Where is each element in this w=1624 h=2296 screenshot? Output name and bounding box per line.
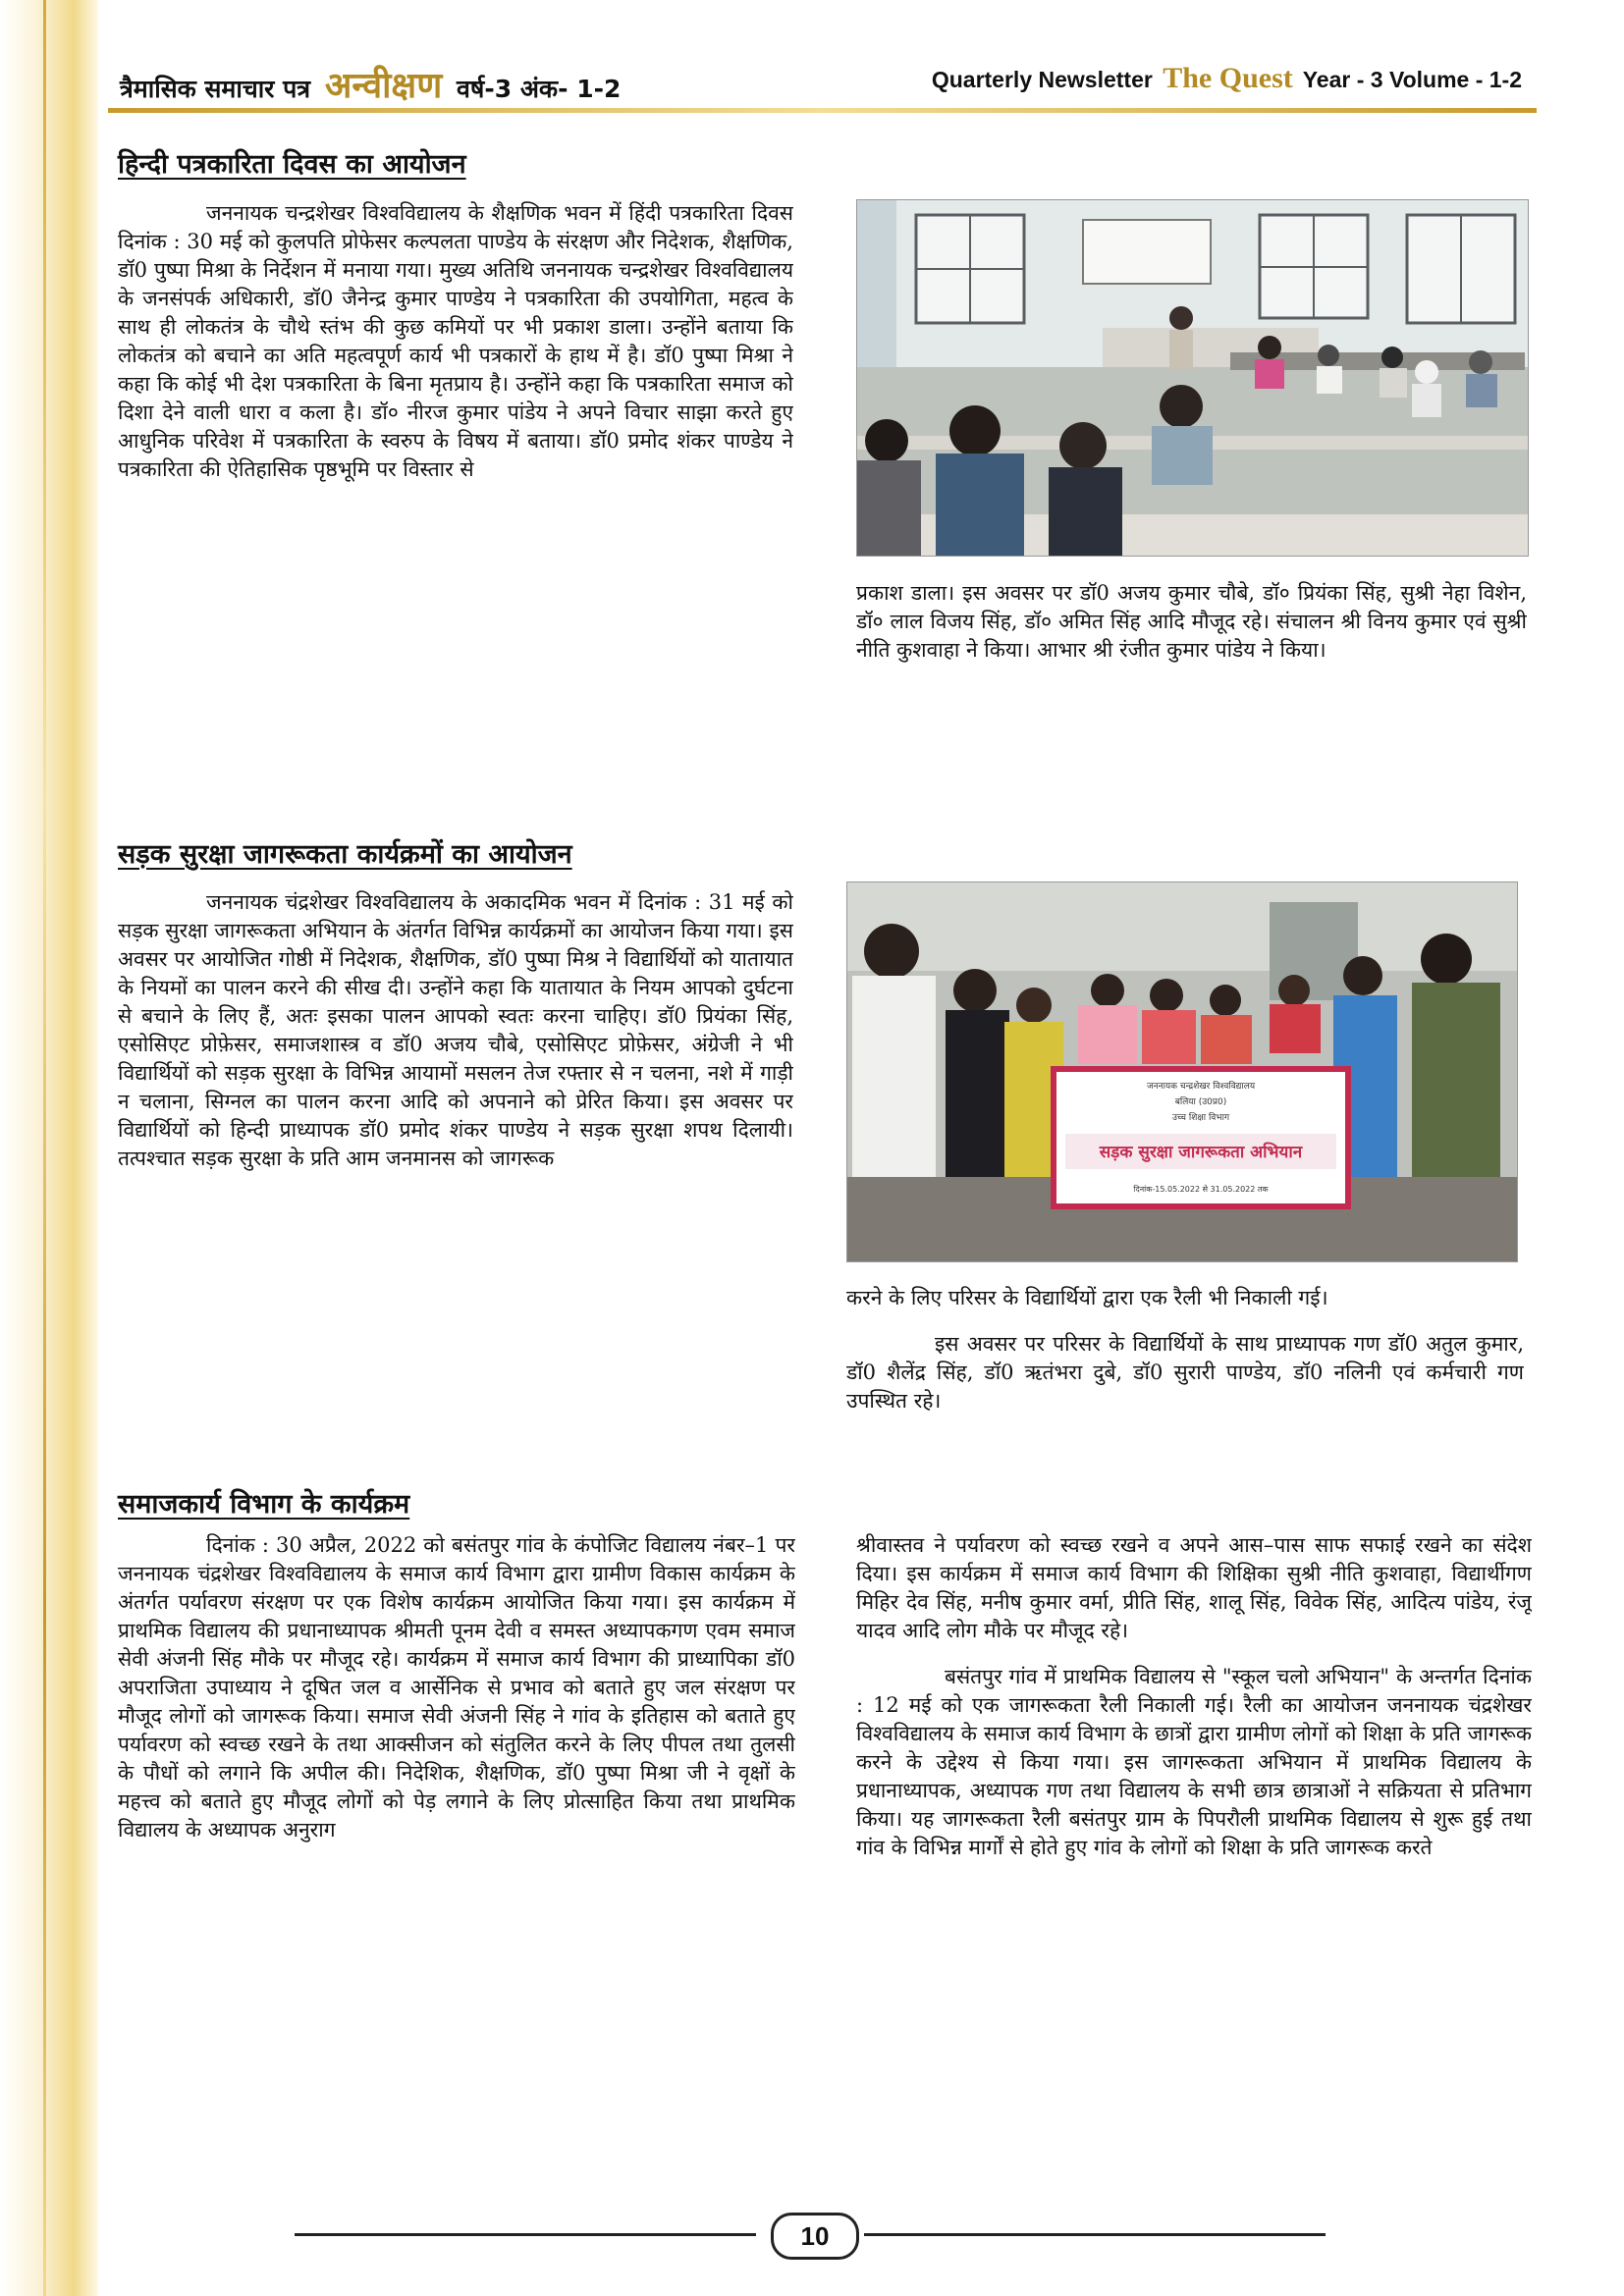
banner-line-4: सड़क सुरक्षा जागरूकता अभियान: [1099, 1143, 1303, 1162]
article-social-work-left: दिनांक : 30 अप्रैल, 2022 को बसंतपुर गांव के कंपोजिट विद्यालय नंबर–1 पर जननायक चंद्रशेखर विश्वविद्यालय के समाज कार्य विभाग द्वारा ग्रामीण विकास कार्यक्रम के अंतर्गत पर्यावरण संरक्षण पर एक विशेष कार्यक्रम आयोजित किया गया। इस कार्यक्रम में प्राथमिक विद्यालय की प्रधानाध्यापक श्रीमती पूनम देवी व समस्त अध्यापकगण एवम समाज सेवी अंजनी सिंह मौके पर मौजूद रहे। कार्यक्रम में समाज कार्य विभाग की प्राध्यापिका डॉ0 अपराजिता उपाध्याय ने दूषित जल व आर्सेनिक से प्रभाव को बताते हुए जल संरक्षण पर मौजूद लोगों को जागरूक किया। समाज सेवी अंजनी सिंह ने गांव के इतिहास को बताते हुए पर्यावरण को स्वच्छ रखने के तथा आक्सीजन को संतुलित करने के लिए पीपल तथा तुलसी के पौधों को लगाने कि अपील की। निदेशिक, शैक्षणिक, डॉ0 पुष्पा मिश्रा जी ने वृक्षों के महत्त्व को बताते हुए मौजूद लोगों को पेड़ लगाने के लिए प्रोत्साहित किया तथा प्राथमिक विद्यालय के अध्यापक अनुराग: [118, 1533, 795, 1842]
banner-line-2: बलिया (उ0प्र0): [1174, 1097, 1227, 1107]
banner-line-5: दिनांक-15.05.2022 से 31.05.2022 तक: [1133, 1185, 1269, 1194]
banner-line-3: उच्च शिक्षा विभाग: [1171, 1113, 1230, 1123]
classroom-photo-illustration: [857, 200, 1528, 556]
article-road-safety-left: जननायक चंद्रशेखर विश्वविद्यालय के अकादमिक भवन में दिनांक : 31 मई को सड़क सुरक्षा जागरूकता अभियान के अंतर्गत विभिन्न कार्यक्रमों का आयोजन किया गया। इस अवसर पर आयोजित गोष्ठी में निदेशक, शैक्षणिक, डॉ0 पुष्पा मिश्र ने विद्यार्थियों को यातायात के नियमों का पालन करने की सीख दी। उन्होंने कहा कि यातायात के नियम आपको दुर्घटना से बचाने के लिए हैं, अतः इसका पालन आपको स्वतः करना चाहिए। डॉ0 प्रियंका सिंह, एसोसिएट प्रोफ़ेसर, समाजशास्त्र व डॉ0 अजय चौबे, एसोसिएट प्रोफ़ेसर, अंग्रेजी ने भी विद्यार्थियों को सड़क सुरक्षा के विभिन्न आयामों मसलन तेज रफ्तार से न चलना, नशे में गाड़ी न चलाना, सिग्नल का पालन करना आदि को अपनाने को प्रेरित किया। इस अवसर पर विद्यार्थियों को हिन्दी प्राध्यापक डॉ0 प्रमोद शंकर पाण्डेय ने सड़क सुरक्षा शपथ दिलायी। तत्पश्चात सड़क सुरक्षा के प्रति आम जनमानस को जागरूक: [118, 890, 793, 1170]
header-english-title: Quarterly Newsletter The Quest Year - 3 Volume - 1-2: [931, 62, 1522, 94]
article-journalism-day-left: जननायक चन्द्रशेखर विश्वविद्यालय के शैक्षणिक भवन में हिंदी पत्रकारिता दिवस दिनांक : 30 मई को कुलपति प्रोफेसर कल्पलता पाण्डेय के संरक्षण और निदेशक, शैक्षणिक, डॉ0 पुष्पा मिश्रा के निर्देशन में मनाया गया। मुख्य अतिथि जननायक चन्द्रशेखर विश्वविद्यालय के जनसंपर्क अधिकारी, डॉ0 जैनेन्द्र कुमार पाण्डेय ने पत्रकारिता की उपयोगिता, महत्व के साथ ही लोकतंत्र के चौथे स्तंभ की कुछ कमियों पर भी प्रकाश डाला। उन्होंने बताया कि लोकतंत्र को बचाने का अति महत्वपूर्ण कार्य भी पत्रकारों के हाथ में है। डॉ0 पुष्पा मिश्रा ने कहा कि कोई भी देश पत्रकारिता के बिना मृतप्राय है। उन्होंने कहा कि पत्रकारिता समाज को दिशा देने वाली धारा व कला है। डॉ० नीरज कुमार पांडेय ने अपने विचार साझा करते हुए आधुनिक परिवेश में पत्रकारिता के स्वरुप के विषय में बताया। डॉ0 प्रमोद शंकर पाण्डेय ने पत्रकारिता की ऐतिहासिक पृष्ठभूमि पर विस्तार से: [118, 201, 793, 481]
header-hindi-title: त्रैमासिक समाचार पत्र अन्वीक्षण वर्ष-3 अंक- 1-2: [120, 66, 622, 106]
banner-line-1: जननायक चन्द्रशेखर विश्वविद्यालय: [1146, 1082, 1256, 1092]
article-road-safety-right: करने के लिए परिसर के विद्यार्थियों द्वारा एक रैली भी निकाली गई। इस अवसर पर परिसर के विद्यार्थियों के साथ प्राध्यापक गण डॉ0 अतुल कुमार, डॉ0 शैलेंद्र सिंह, डॉ0 ऋतंभरा दुबे, डॉ0 सुरारी पाण्डेय, डॉ0 नलिनी एवं कर्मचारी गण उपस्थित रहे।: [846, 1286, 1524, 1413]
page-number: 10: [771, 2213, 859, 2260]
section-title-social-work: समाजकार्य विभाग के कार्यक्रम: [118, 1489, 410, 1520]
section-title-road-safety: सड़क सुरक्षा जागरूकता कार्यक्रमों का आयोजन: [118, 839, 572, 870]
article-journalism-day-right: प्रकाश डाला। इस अवसर पर डॉ0 अजय कुमार चौबे, डॉ० प्रियंका सिंह, सुश्री नेहा विशेन, डॉ० लाल विजय सिंह, डॉ० अमित सिंह आदि मौजूद रहे। संचालन श्री विनय कुमार एवं सुश्री नीति कुशवाहा ने किया। आभार श्री रंजीत कुमार पांडेय ने किया।: [856, 581, 1527, 662]
classroom-event-photo: [856, 199, 1529, 557]
newsletter-name-hindi: अन्वीक्षण: [324, 66, 443, 106]
newsletter-name-english: The Quest: [1163, 62, 1293, 94]
section-title-journalism-day: हिन्दी पत्रकारिता दिवस का आयोजन: [118, 149, 466, 180]
footer-rule-right: [864, 2233, 1326, 2236]
article-social-work-right: श्रीवास्तव ने पर्यावरण को स्वच्छ रखने व अपने आस–पास साफ सफाई रखने का संदेश दिया। इस कार्यक्रम में समाज कार्य विभाग की शिक्षिका सुश्री नीति कुशवाहा, विद्यार्थीगण मिहिर देव सिंह, मनीष कुमार वर्मा, प्रीति सिंह, शालू सिंह, विवेक सिंह, आदित्य पांडेय, रंजू यादव आदि लोग मौके पर मौजूद रहे। बसंतपुर गांव में प्राथमिक विद्यालय से "स्कूल चलो अभियान" के अन्तर्गत दिनांक : 12 मई को एक जागरूकता रैली निकाली गई। रैली का आयोजन जननायक चंद्रशेखर विश्वविद्यालय के समाज कार्य विभाग के छात्रों द्वारा ग्रामीण लोगों को शिक्षा के प्रति जागरूक करने के उद्देश्य से किया गया। इस जागरूकता अभियान में प्राथमिक विद्यालय के प्रधानाध्यापक, अध्यापक गण तथा विद्यालय के सभी छात्र छात्राओं ने सक्रियता से प्रतिभाग किया। यह जागरूकता रैली बसंतपुर ग्राम के पिपरौली प्राथमिक विद्यालय से शुरू हुई तथा गांव के विभिन्न मार्गों से होते हुए गांव के लोगों को शिक्षा के प्रति जागरूक करते: [856, 1533, 1532, 1859]
decorative-edge-bar: [0, 0, 98, 2296]
footer-rule-left: [295, 2233, 756, 2236]
road-safety-rally-photo: [846, 881, 1518, 1262]
newsletter-header: [108, 54, 1532, 105]
rally-photo-illustration: [847, 882, 1517, 1261]
header-rule: [108, 108, 1537, 113]
